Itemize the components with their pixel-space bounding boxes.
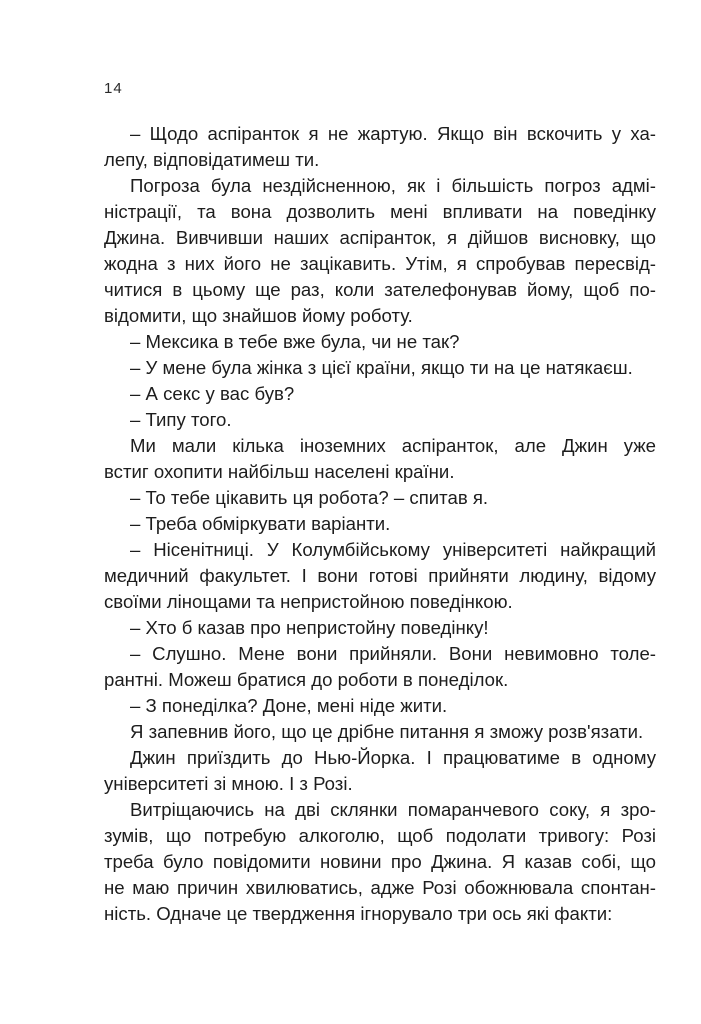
paragraph <box>104 433 656 485</box>
paragraph <box>104 381 656 407</box>
text-line: своїми лінощами та непристойною поведінкою. <box>104 591 513 612</box>
text-line: ність. Одначе це твердження ігнорувало три ось які факти: <box>104 903 613 924</box>
paragraph <box>104 719 656 745</box>
text-line: треба було повідомити новини про Джина. Я казав собі, що <box>104 851 656 872</box>
text-line: – То тебе цікавить ця робота? – спитав я. <box>130 487 489 508</box>
text-line: не маю причин хвилюватись, адже Розі обожнювала спонтан- <box>104 877 656 898</box>
text-line: відомити, що знайшов йому роботу. <box>104 305 413 326</box>
paragraph <box>104 121 656 173</box>
paragraph <box>104 797 656 927</box>
text-line: – У мене була жінка з цієї країни, якщо ти на це натякаєш. <box>130 357 633 378</box>
paragraph <box>104 615 656 641</box>
paragraph <box>104 329 656 355</box>
text-line: встиг охопити найбільш населені країни. <box>104 461 455 482</box>
paragraph <box>104 407 656 433</box>
text-line: читися в цьому ще раз, коли зателефонував йому, щоб по- <box>104 279 656 300</box>
paragraph <box>104 485 656 511</box>
text-line: – Слушно. Мене вони прийняли. Вони невимовно толе- <box>130 643 656 664</box>
text-line: лепу, відповідатимеш ти. <box>104 149 320 170</box>
paragraph <box>104 745 656 797</box>
text-line: – З понеділка? Доне, мені ніде жити. <box>130 695 448 716</box>
text-line: – Щодо аспіранток я не жартую. Якщо він вскочить у ха- <box>130 123 656 144</box>
text-line: університеті зі мною. І з Розі. <box>104 773 353 794</box>
text-line: рантні. Можеш братися до роботи в понеділок. <box>104 669 509 690</box>
text-line: Джина. Вивчивши наших аспіранток, я дійшов висновку, що <box>104 227 656 248</box>
text-line: Я запевнив його, що це дрібне питання я зможу розв'язати. <box>130 721 644 742</box>
text-line: медичний факультет. І вони готові прийняти людину, відому <box>104 565 656 586</box>
text-line: Джин приїздить до Нью-Йорка. І працюватиме в одному <box>130 747 656 768</box>
text-line: – Нісенітниці. У Колумбійському університеті найкращий <box>130 539 656 560</box>
text-line: ністрації, та вона дозволить мені впливати на поведінку <box>104 201 656 222</box>
text-line: – Типу того. <box>130 409 232 430</box>
paragraph <box>104 641 656 693</box>
text-line: Витріщаючись на дві склянки помаранчевого соку, я зро- <box>130 799 656 820</box>
text-line: – Треба обміркувати варіанти. <box>130 513 391 534</box>
text-line: – Хто б казав про непристойну поведінку! <box>130 617 489 638</box>
text-line: – А секс у вас був? <box>130 383 295 404</box>
text-line: – Мексика в тебе вже була, чи не так? <box>130 331 460 352</box>
paragraph <box>104 693 656 719</box>
text-line: Погроза була нездійсненною, як і більшість погроз адмі- <box>130 175 656 196</box>
paragraph <box>104 173 656 329</box>
paragraph <box>104 511 656 537</box>
page-number: 14 <box>104 80 123 97</box>
text-line: Ми мали кілька іноземних аспіранток, але Джин уже <box>130 435 656 456</box>
body-text <box>104 121 656 927</box>
text-line: зумів, що потребую алкоголю, щоб подолати тривогу: Розі <box>104 825 656 846</box>
paragraph <box>104 355 656 381</box>
paragraph <box>104 537 656 615</box>
text-line: жодна з них його не зацікавить. Утім, я спробував пересвід- <box>104 253 656 274</box>
